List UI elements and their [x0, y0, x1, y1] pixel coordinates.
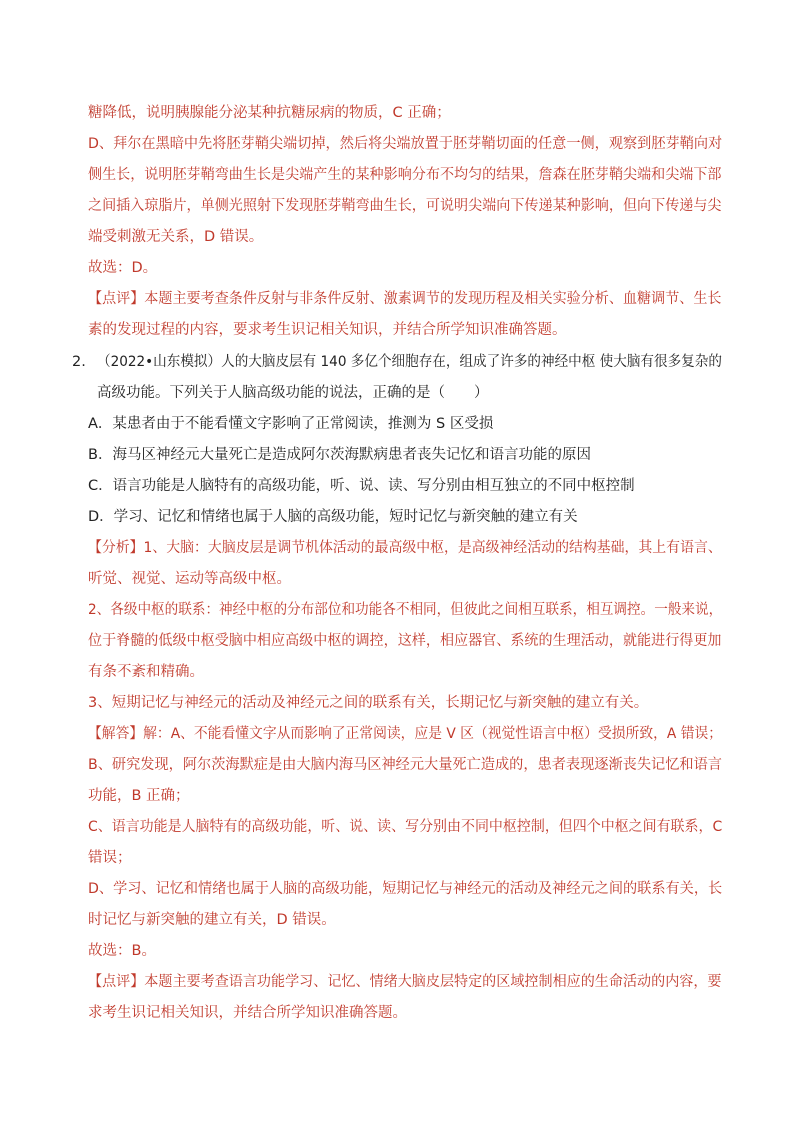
solution-tag: 【解答】: [88, 726, 144, 742]
q2-solution-line: D、学习、记忆和情绪也属于人脑的高级功能，短期记忆与神经元的活动及神经元之间的联系有关，长: [88, 881, 723, 897]
q2-comment-line: 求考生识记相关知识，并结合所学知识准确答题。: [88, 1005, 407, 1021]
analysis-tag: 【分析】: [88, 540, 144, 556]
q2-solution-line: [88, 724, 722, 744]
comment-text: 本题主要考查条件反射与非条件反射、激素调节的发现历程及相关实验分析、血糖调节、生长: [144, 291, 722, 307]
q1-answer: 故选：D。: [88, 260, 158, 276]
q2-analysis-line: 位于脊髓的低级中枢受脑中相应高级中枢的调控，这样，相应器官、系统的生理活动，就能进行得更加: [88, 633, 722, 649]
q1-comment-line: [88, 289, 722, 309]
q2-solution-line: 错误；: [88, 850, 132, 866]
q2-stem-line: （2022•山东模拟）人的大脑皮层有 140 多亿个细胞存在，组成了许多的神经中枢 使大脑有很多复杂的: [97, 354, 722, 370]
q1-explanation-line: 之间插入琼脂片，单侧光照射下发现胚芽鞘弯曲生长，可说明尖端向下传递某种影响，但向下传递与尖: [88, 198, 722, 214]
q2-analysis-line: 听觉、视觉、运动等高级中枢。: [88, 571, 291, 587]
q1-explanation-line: D、拜尔在黑暗中先将胚芽鞘尖端切掉，然后将尖端放置于胚芽鞘切面的任意一侧，观察到胚芽鞘向对: [88, 136, 723, 152]
q2-analysis-line: 3、短期记忆与神经元的活动及神经元之间的联系有关，长期记忆与新突触的建立有关。: [88, 695, 649, 711]
comment-text: 本题主要考查语言功能学习、记忆、情绪大脑皮层特定的区域控制相应的生命活动的内容，要: [144, 974, 722, 990]
q2-solution-line: 时记忆与新突触的建立有关，D 错误。: [88, 912, 336, 928]
q2-option-c: C．语言功能是人脑特有的高级功能，听、说、读、写分别由相互独立的不同中枢控制: [88, 478, 635, 494]
q1-comment-line: 素的发现过程的内容，要求考生识记相关知识，并结合所学知识准确答题。: [88, 322, 567, 338]
q2-stem-line: 高级功能。下列关于人脑高级功能的说法，正确的是（ ）: [97, 385, 489, 401]
q2-solution-line: C、语言功能是人脑特有的高级功能，听、说、读、写分别由不同中枢控制，但四个中枢之间有联系，C: [88, 819, 723, 835]
analysis-text: 1、大脑：大脑皮层是调节机体活动的最高级中枢，是高级神经活动的结构基础，其上有语言、: [143, 540, 722, 556]
q1-explanation-line: 糖降低，说明胰腺能分泌某种抗糖尿病的物质，C 正确；: [88, 105, 451, 121]
q1-explanation-line: 侧生长，说明胚芽鞘弯曲生长是尖端产生的某种影响分布不均匀的结果，詹森在胚芽鞘尖端和尖端下部: [88, 167, 722, 183]
q2-solution-line: 功能，B 正确；: [88, 788, 190, 804]
q2-answer: 故选：B。: [88, 943, 156, 959]
q2-analysis-line: [88, 538, 722, 558]
question-number: 2.: [72, 354, 86, 370]
comment-tag: 【点评】: [88, 291, 145, 307]
q2-solution-line: B、研究发现，阿尔茨海默症是由大脑内海马区神经元大量死亡造成的，患者表现逐渐丧失记忆和语言: [88, 757, 722, 773]
q2-option-b: B．海马区神经元大量死亡是造成阿尔茨海默病患者丧失记忆和语言功能的原因: [88, 447, 591, 463]
q1-explanation-line: 端受刺激无关系，D 错误。: [88, 229, 264, 245]
solution-text: 解：A、不能看懂文字从而影响了正常阅读，应是 V 区（视觉性语言中枢）受损所致，A 错误；: [143, 726, 723, 742]
q2-option-d: D．学习、记忆和情绪也属于人脑的高级功能，短时记忆与新突触的建立有关: [88, 509, 578, 525]
q2-comment-line: [88, 972, 722, 992]
comment-tag: 【点评】: [88, 974, 145, 990]
q2-analysis-line: 有条不紊和精确。: [88, 664, 204, 680]
q2-analysis-line: 2、各级中枢的联系：神经中枢的分布部位和功能各不相同，但彼此之间相互联系，相互调控。一般来说，: [88, 602, 723, 618]
q2-option-a: A．某患者由于不能看懂文字影响了正常阅读，推测为 S 区受损: [88, 416, 494, 432]
